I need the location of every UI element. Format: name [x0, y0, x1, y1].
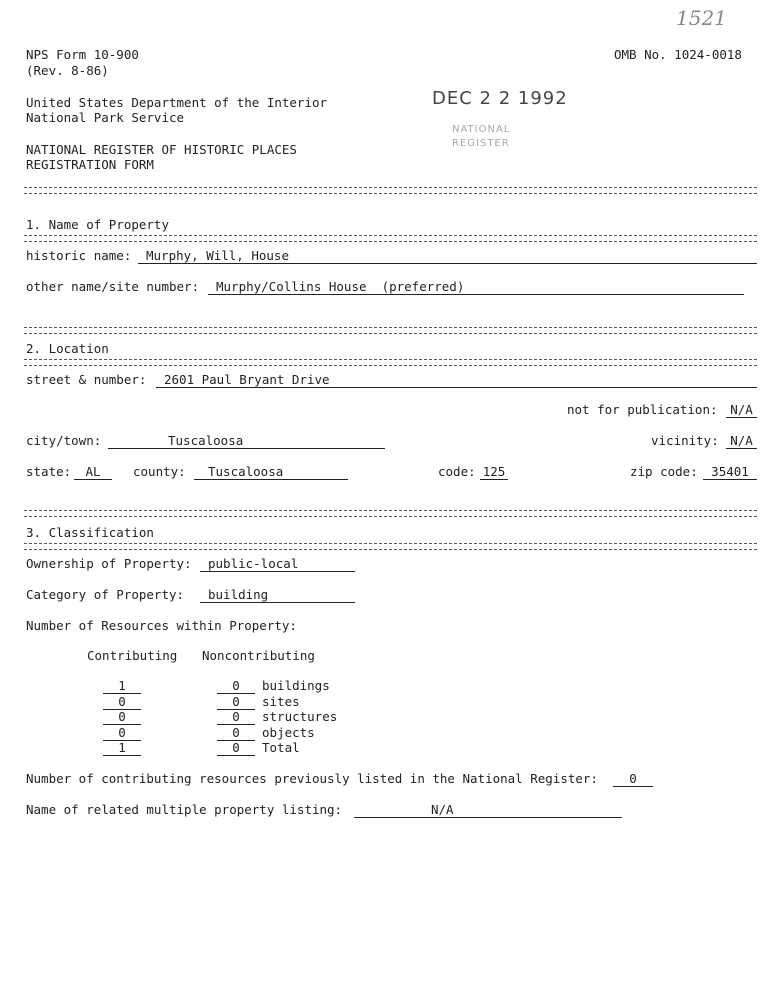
category-field[interactable]: building [200, 587, 355, 603]
form-revision: (Rev. 8-86) [26, 63, 109, 78]
ownership-field[interactable]: public-local [200, 556, 355, 572]
category-label: Category of Property: [26, 587, 185, 602]
multiple-listing-field[interactable]: N/A [354, 802, 622, 818]
historic-name-label: historic name: [26, 248, 132, 263]
noncontributing-objects[interactable]: 0 [217, 725, 255, 741]
previously-listed-label: Number of contributing resources previously listed in the National Register: [26, 771, 598, 786]
section2-heading: 2. Location [26, 341, 109, 356]
contributing-total[interactable]: 1 [103, 740, 141, 756]
street-label: street & number: [26, 372, 147, 387]
contributing-objects[interactable]: 0 [103, 725, 141, 741]
noncontributing-total[interactable]: 0 [217, 740, 255, 756]
stamp-line-national: NATIONAL [452, 124, 511, 135]
received-date-stamp: DEC 2 2 1992 [432, 88, 568, 109]
section-divider [24, 187, 757, 194]
county-field[interactable]: Tuscaloosa [194, 464, 348, 480]
section1-heading: 1. Name of Property [26, 217, 169, 232]
service-name: National Park Service [26, 110, 185, 125]
section3-heading: 3. Classification [26, 525, 154, 540]
city-label: city/town: [26, 433, 102, 448]
resource-type-structures: structures [262, 709, 338, 724]
previously-listed-field[interactable]: 0 [613, 771, 653, 787]
state-field[interactable]: AL [74, 464, 112, 480]
multiple-listing-label: Name of related multiple property listing: [26, 802, 343, 817]
contributing-structures[interactable]: 0 [103, 709, 141, 725]
city-field[interactable]: Tuscaloosa [108, 433, 385, 449]
not-for-publication-label: not for publication: [567, 402, 718, 417]
code-field[interactable]: 125 [480, 464, 508, 480]
historic-name-field[interactable]: Murphy, Will, House [138, 248, 757, 264]
handwritten-number: 1521 [676, 6, 727, 30]
resource-type-sites: sites [262, 694, 300, 709]
noncontributing-buildings[interactable]: 0 [217, 678, 255, 694]
resource-type-total: Total [262, 740, 300, 755]
zip-label: zip code: [630, 464, 698, 479]
other-name-field[interactable]: Murphy/Collins House (preferred) [208, 279, 744, 295]
street-field[interactable]: 2601 Paul Bryant Drive [156, 372, 757, 388]
resources-label: Number of Resources within Property: [26, 618, 297, 633]
resource-type-objects: objects [262, 725, 315, 740]
section-divider [24, 359, 757, 366]
county-label: county: [133, 464, 186, 479]
section-divider [24, 327, 757, 334]
stamp-line-register: REGISTER [452, 138, 510, 149]
vicinity-label: vicinity: [651, 433, 719, 448]
noncontributing-structures[interactable]: 0 [217, 709, 255, 725]
section-divider [24, 543, 757, 550]
not-for-publication-field[interactable]: N/A [726, 402, 757, 418]
noncontributing-header: Noncontributing [202, 648, 315, 663]
contributing-sites[interactable]: 0 [103, 694, 141, 710]
omb-number: OMB No. 1024-0018 [614, 47, 742, 62]
department-name: United States Department of the Interior [26, 95, 328, 110]
noncontributing-sites[interactable]: 0 [217, 694, 255, 710]
other-name-label: other name/site number: [26, 279, 200, 294]
form-title: REGISTRATION FORM [26, 157, 154, 172]
ownership-label: Ownership of Property: [26, 556, 192, 571]
code-label: code: [438, 464, 476, 479]
section-divider [24, 235, 757, 242]
register-title: NATIONAL REGISTER OF HISTORIC PLACES [26, 142, 297, 157]
state-label: state: [26, 464, 72, 479]
form-number: NPS Form 10-900 [26, 47, 139, 62]
contributing-buildings[interactable]: 1 [103, 678, 141, 694]
zip-field[interactable]: 35401 [703, 464, 757, 480]
contributing-header: Contributing [87, 648, 178, 663]
section-divider [24, 510, 757, 517]
resource-type-buildings: buildings [262, 678, 330, 693]
vicinity-field[interactable]: N/A [726, 433, 757, 449]
